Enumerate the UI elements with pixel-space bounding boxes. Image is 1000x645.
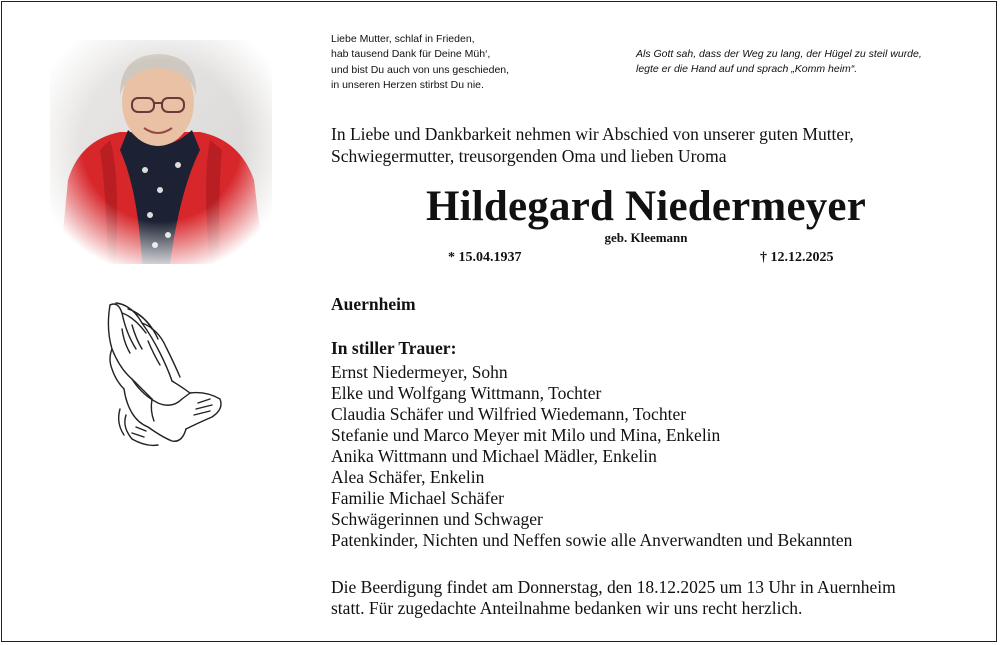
list-item: Familie Michael Schäfer	[331, 488, 504, 508]
praying-hands-icon	[102, 299, 226, 449]
list-item: Elke und Wolfgang Wittmann, Tochter	[331, 383, 602, 403]
list-item: Anika Wittmann und Michael Mädler, Enkelin	[331, 446, 657, 466]
residence-place: Auernheim	[331, 294, 416, 314]
poem-right-line: Als Gott sah, dass der Weg zu lang, der Hügel zu steil wurde,	[636, 48, 922, 60]
list-item: Schwägerinnen und Schwager	[331, 509, 543, 529]
mourners-list	[331, 362, 852, 551]
portrait-photo	[50, 40, 272, 264]
list-item: Alea Schäfer, Enkelin	[331, 467, 485, 487]
list-item: Stefanie und Marco Meyer mit Milo und Mina, Enkelin	[331, 425, 721, 445]
poem-left-line: in unseren Herzen stirbst Du nie.	[331, 78, 484, 91]
mourning-heading: In stiller Trauer:	[331, 338, 457, 358]
list-item: Ernst Niedermeyer, Sohn	[331, 362, 508, 382]
intro-line: In Liebe und Dankbarkeit nehmen wir Abschied von unserer guten Mutter,	[331, 124, 854, 144]
poem-left-line: Liebe Mutter, schlaf in Frieden,	[331, 33, 475, 45]
deceased-name: Hildegard Niedermeyer	[425, 183, 867, 230]
birth-date: * 15.04.1937	[448, 250, 522, 265]
funeral-line: statt. Für zugedachte Anteilnahme bedanken wir uns recht herzlich.	[331, 598, 803, 618]
list-item: Patenkinder, Nichten und Neffen sowie alle Anverwandten und Bekannten	[331, 530, 853, 550]
poem-right	[636, 47, 922, 78]
poem-right-line: legte er die Hand auf und sprach „Komm heim“.	[636, 63, 858, 76]
funeral-line: Die Beerdigung findet am Donnerstag, den 18.12.2025 um 13 Uhr in Auernheim	[331, 577, 896, 597]
poem-left-line: und bist Du auch von uns geschieden,	[331, 63, 510, 76]
intro-text	[331, 123, 854, 167]
poem-left	[331, 32, 509, 93]
intro-line: Schwiegermutter, treusorgenden Oma und lieben Uroma	[331, 146, 727, 166]
funeral-notice	[331, 577, 896, 619]
obituary-notice	[1, 1, 997, 642]
birth-name: geb. Kleemann	[604, 230, 688, 245]
list-item: Claudia Schäfer und Wilfried Wiedemann, Tochter	[331, 404, 687, 424]
death-date: † 12.12.2025	[760, 250, 834, 265]
poem-left-line: hab tausend Dank für Deine Müh‘,	[331, 48, 491, 61]
